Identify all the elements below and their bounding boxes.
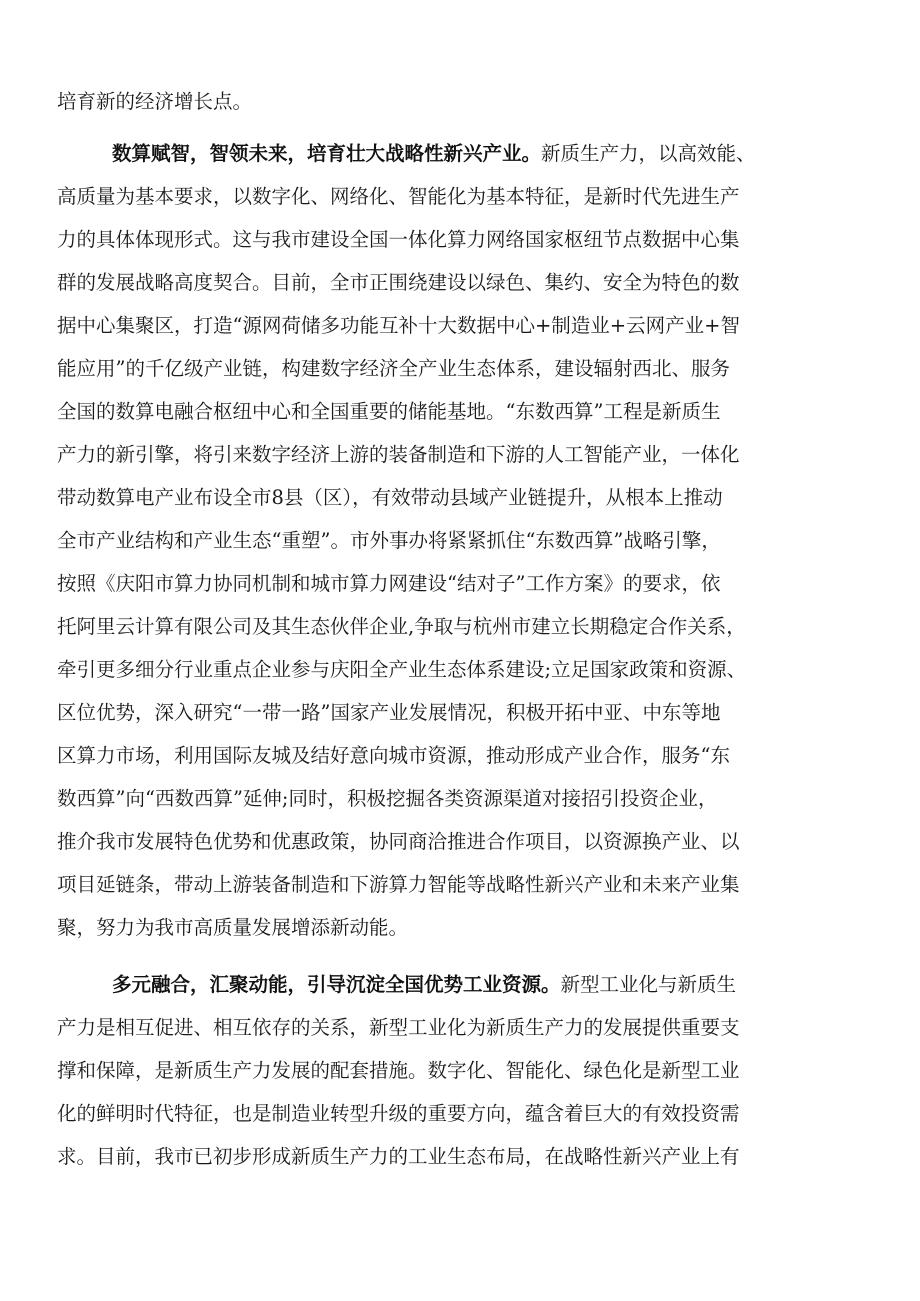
text-line [57,910,408,946]
paragraph-2-heading: 多元融合，汇聚动能，引导沉淀全国优势工业资源。 [112,973,561,996]
text-line [57,222,740,258]
text-line-content: 推介我市发展特色优势和优惠政策，协同商洽推进合作项目，以资源换产业、以 [57,830,740,853]
text-line-content: 全市产业结构和产业生态“重塑”。市外事办将紧紧抓住“东数西算”战略引擎， [57,529,721,552]
text-line-content: 产力的新引擎，将引来数字经济上游的装备制造和下游的人工智能产业，一体化 [57,443,740,466]
paragraph-1-first-line [112,136,756,172]
text-line [57,609,746,645]
text-line [57,179,740,215]
text-line [57,523,721,559]
paragraph-2-first-line [112,967,736,1003]
text-line [57,265,740,301]
text-line [57,695,720,731]
text-line [57,1139,740,1175]
text-line-content: 培育新的经济增长点。 [57,90,253,113]
text-line-content: 化的鲜明时代特征，也是制造业转型升级的重要方向，蕴含着巨大的有效投资需 [57,1102,740,1125]
text-line [57,652,746,688]
text-line [57,480,723,516]
paragraph-1-text: 新质生产力，以高效能、 [541,142,756,165]
text-line-content: 产力是相互促进、相互依存的关系，新型工业化为新质生产力的发展提供重要支 [57,1016,740,1039]
text-line-content: 区算力市场，利用国际友城及结好意向城市资源，推动形成产业合作，服务“东 [57,744,730,767]
text-line-content: 数西算”向“西数西算”延伸;同时，积极挖掘各类资源渠道对接招引投资企业， [57,787,718,810]
text-line [57,437,740,473]
text-line [57,308,740,344]
text-line-content: 按照《庆阳市算力协同机制和城市算力网建设“结对子”工作方案》的要求，依 [57,572,721,595]
text-line-content: 牵引更多细分行业重点企业参与庆阳全产业生态体系建设;立足国家政策和资源、 [57,658,747,681]
text-line [57,351,730,387]
text-line-content: 求。目前，我市已初步形成新质生产力的工业生态布局，在战略性新兴产业上有 [57,1145,740,1168]
text-line [57,1053,740,1089]
text-line-content: 托阿里云计算有限公司及其生态伙伴企业,争取与杭州市建立长期稳定合作关系， [57,615,746,638]
text-line-content: 聚，努力为我市高质量发展增添新动能。 [57,916,409,939]
text-line-content: 据中心集聚区，打造“源网荷储多功能互补十大数据中心+制造业+云网产业+智 [57,314,740,337]
text-line [57,1010,740,1046]
text-line-content: 能应用”的千亿级产业链，构建数字经济全产业生态体系，建设辐射西北、服务 [57,357,730,380]
text-line [57,1096,740,1132]
text-line [57,867,740,903]
paragraph-2-text: 新型工业化与新质生 [560,973,737,996]
text-line [57,824,740,860]
text-line [57,84,252,120]
text-line-content: 带动数算电产业布设全市8县（区），有效带动县域产业链提升，从根本上推动 [57,486,723,509]
text-line-content: 全国的数算电融合枢纽中心和全国重要的储能基地。“东数西算”工程是新质生 [57,400,721,423]
text-line-content: 项目延链条，带动上游装备制造和下游算力智能等战略性新兴产业和未来产业集 [57,873,740,896]
text-line-content: 高质量为基本要求，以数字化、网络化、智能化为基本特征，是新时代先进生产 [57,185,740,208]
text-line-content: 力的具体体现形式。这与我市建设全国一体化算力网络国家枢纽节点数据中心集 [57,228,740,251]
text-line [57,566,720,602]
text-line-content: 撑和保障，是新质生产力发展的配套措施。数字化、智能化、绿色化是新型工业 [57,1059,740,1082]
text-line [57,738,730,774]
text-line [57,394,720,430]
paragraph-1-heading: 数算赋智，智领未来，培育壮大战略性新兴产业。 [112,142,542,165]
text-line-content: 群的发展战略高度契合。目前，全市正围绕建设以绿色、集约、安全为特色的数 [57,271,740,294]
text-line [57,781,717,817]
text-line-content: 区位优势，深入研究“一带一路”国家产业发展情况，积极开拓中亚、中东等地 [57,701,721,724]
